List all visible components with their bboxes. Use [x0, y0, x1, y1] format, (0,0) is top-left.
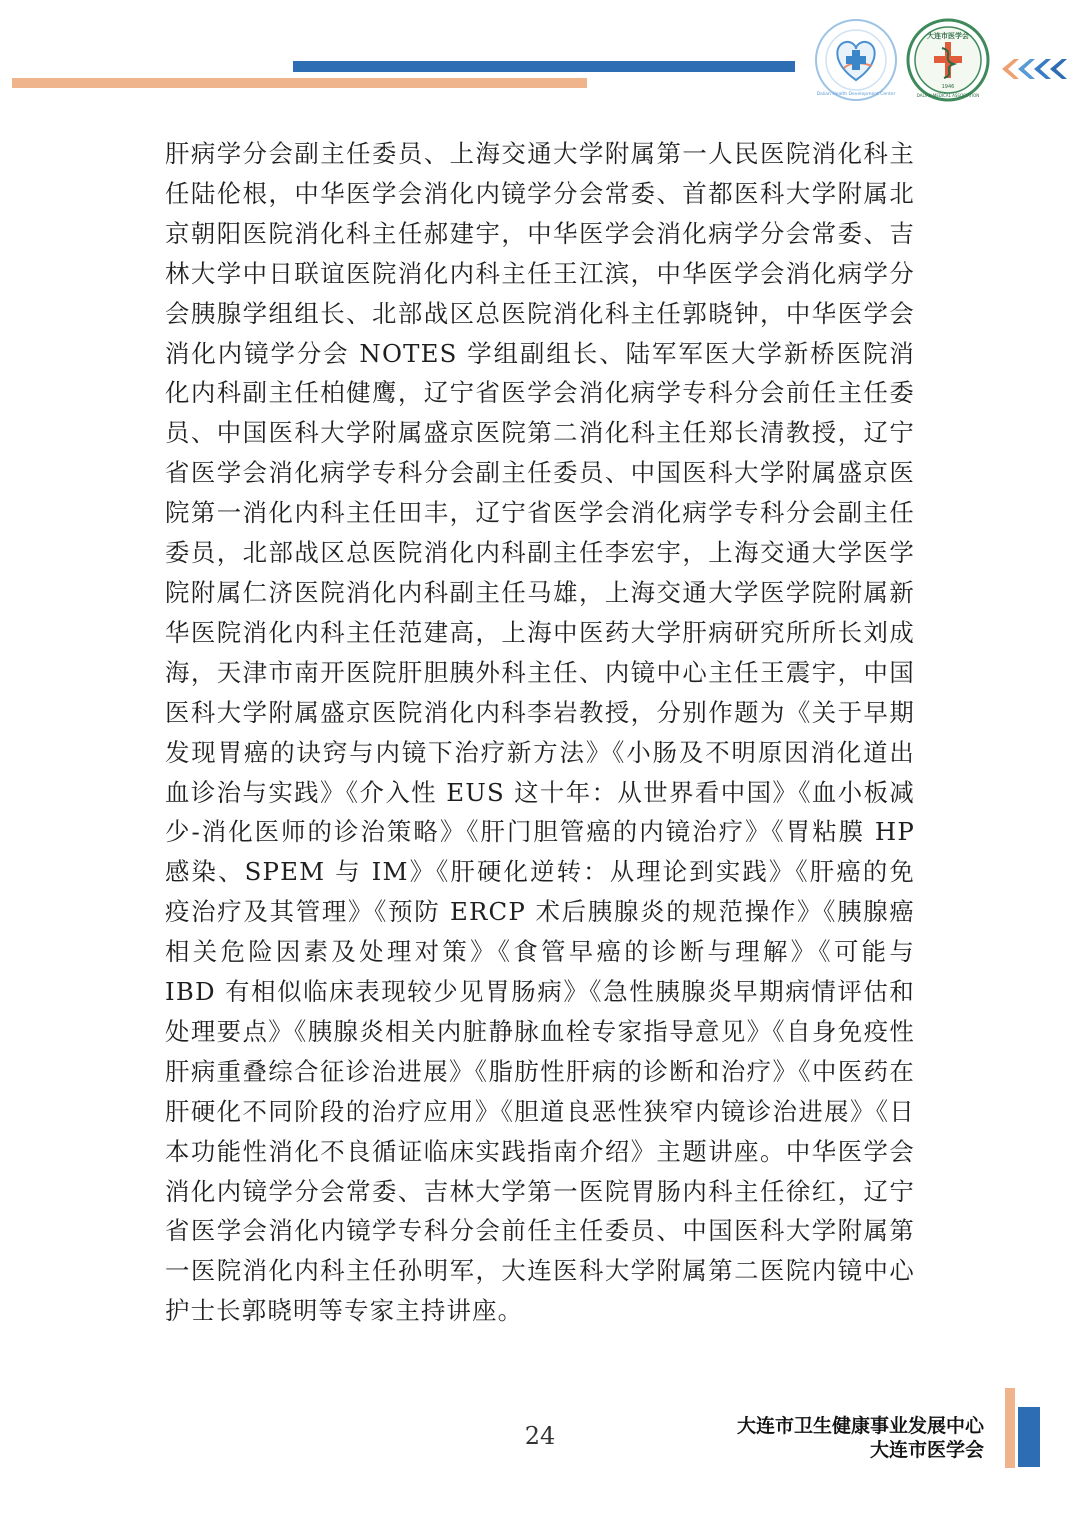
footer-org-line-2: 大连市医学会: [869, 1439, 984, 1461]
header-blue-bar: [293, 61, 795, 72]
footer-blue-bar: [1018, 1407, 1040, 1467]
page-number: 24: [524, 1422, 556, 1450]
svg-text:Dalian Health Development Cent: Dalian Health Development Center: [816, 92, 896, 97]
svg-text:1946: 1946: [941, 84, 955, 90]
footer-orange-bar: [1005, 1388, 1015, 1468]
health-center-logo-icon: [814, 18, 898, 102]
chevron-left-icon: [1000, 57, 1072, 81]
footer-org-line-1: 大连市卫生健康事业发展中心: [736, 1415, 984, 1437]
header-orange-bar: [12, 78, 587, 88]
medical-association-logo-icon: [906, 18, 990, 102]
svg-text:大连市医学会: 大连市医学会: [927, 32, 969, 40]
body-paragraph: 肝病学分会副主任委员、上海交通大学附属第一人民医院消化科主任陆伦根，中华医学会消化内镜学分会常委、首都医科大学附属北京朝阳医院消化科主任郝建宇，中华医学会消化病学分会常委、吉林大学中日联谊医院消化内科主任王江滨，中华医学会消化病学分会胰腺学组组长、北部战区总医院消化科主任郭晓钟，中华医学会消化内镜学分会 NOTES 学组副组长、陆军军医大学新桥医院消化内科副主任柏健鹰，辽宁省医学会消化病学专科分会前任主任委员、中国医科大学附属盛京医院第二消化科主任郑长清教授，辽宁省医学会消化病学专科分会副主任委员、中国医科大学附属盛京医院第一消化内科主任田丰，辽宁省医学会消化病学专科分会副主任委员，北部战区总医院消化内科副主任李宏宇，上海交通大学医学院附属仁济医院消化内科副主任马雄，上海交通大学医学院附属新华医院消化内科主任范建高，上海中医药大学肝病研究所所长刘成海，天津市南开医院肝胆胰外科主任、内镜中心主任王震宇，中国医科大学附属盛京医院消化内科李岩教授，分别作题为《关于早期发现胃癌的诀窍与内镜下治疗新方法》《小肠及不明原因消化道出血诊治与实践》《介入性 EUS 这十年：从世界看中国》《血小板减少-消化医师的诊治策略》《肝门胆管癌的内镜治疗》《胃粘膜 HP 感染、SPEM 与 IM》《肝硬化逆转：从理论到实践》《肝癌的免疫治疗及其管理》《预防 ERCP 术后胰腺炎的规范操作》《胰腺癌相关危险因素及处理对策》《食管早癌的诊断与理解》《可能与 IBD 有相似临床表现较少见胃肠病》《急性胰腺炎早期病情评估和处理要点》《胰腺炎相关内脏静脉血栓专家指导意见》《自身免疫性肝病重叠综合征诊治进展》《脂肪性肝病的诊断和治疗》《中医药在肝硬化不同阶段的治疗应用》《胆道良恶性狭窄内镜诊治进展》《日本功能性消化不良循证临床实践指南介绍》主题讲座。中华医学会消化内镜学分会常委、吉林大学第一医院胃肠内科主任徐红，辽宁省医学会消化内镜学专科分会前任主任委员、中国医科大学附属第一医院消化内科主任孙明军，大连医科大学附属第二医院内镜中心护士长郭晓明等专家主持讲座。: [165, 139, 915, 1326]
footer-organization: [737, 1414, 984, 1462]
svg-text:DALIAN MEDICAL ASSOCIATION: DALIAN MEDICAL ASSOCIATION: [916, 93, 980, 98]
